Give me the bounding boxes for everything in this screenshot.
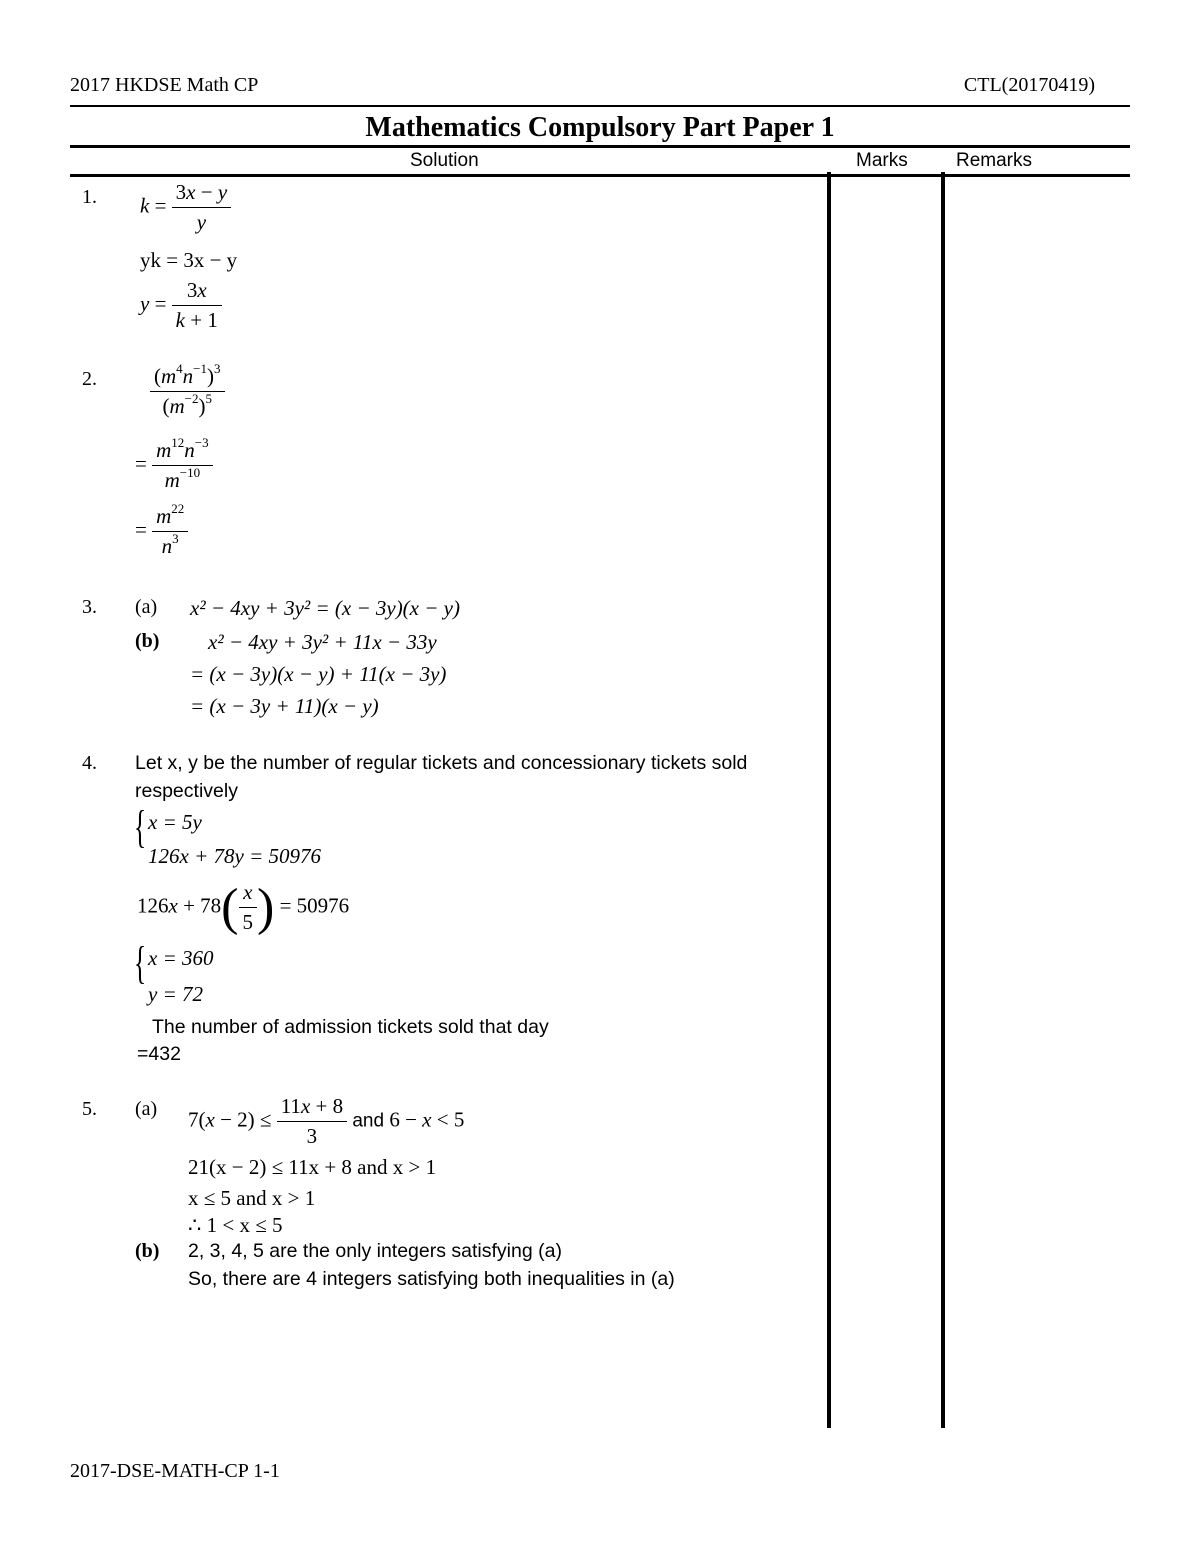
- question-3-number: 3.: [82, 596, 97, 618]
- q4-answer: =432: [137, 1043, 181, 1065]
- q4-text-2: respectively: [135, 780, 238, 802]
- column-rule: [70, 174, 1130, 177]
- q3-b-line-2: = (x − 3y)(x − y) + 11(x − 3y): [190, 662, 447, 686]
- q3-b-line-1: x² − 4xy + 3y² + 11x − 33y: [208, 630, 437, 654]
- q2-line-1: $\frac{(m^4n^{-1})^3}{(m^{-2})^5}$: [150, 364, 225, 419]
- q1-line-2: yk = 3x − y: [140, 248, 238, 272]
- q4-result-1: x = 360: [148, 946, 214, 970]
- question-5-number: 5.: [82, 1098, 97, 1120]
- q4-result-2: y = 72: [148, 982, 203, 1006]
- page-footer: 2017-DSE-MATH-CP 1-1: [70, 1460, 280, 1482]
- title-rule: [70, 145, 1130, 148]
- question-4-number: 4.: [82, 752, 97, 774]
- q4-system-1: x = 5y: [148, 810, 202, 834]
- q5-b-line-1: 2, 3, 4, 5 are the only integers satisfying (a): [188, 1240, 562, 1262]
- column-marks: Marks: [856, 150, 908, 171]
- q4-text-3: The number of admission tickets sold that day: [152, 1016, 549, 1038]
- remarks-divider: [941, 172, 945, 1428]
- q1-line-3: y = $\frac{3x}{k + 1}$: [140, 278, 222, 333]
- q3-b-line-3: = (x − 3y + 11)(x − y): [190, 694, 379, 718]
- q5-a-line-4: ∴ 1 < x ≤ 5: [188, 1213, 283, 1237]
- marks-divider: [827, 172, 831, 1428]
- q3-a-equation: x² − 4xy + 3y² = (x − 3y)(x − y): [190, 596, 460, 620]
- q5-a-line-1: 7(x − 2) ≤ $\frac{11x + 8}{3}$ and 6 − x < 5: [188, 1094, 465, 1148]
- question-1-number: 1.: [82, 186, 97, 208]
- q3-part-b: (b): [135, 630, 160, 652]
- q5-a-line-3: x ≤ 5 and x > 1: [188, 1186, 316, 1210]
- column-solution: Solution: [410, 150, 479, 171]
- q4-text-1: Let x, y be the number of regular tickets and concessionary tickets sold: [135, 752, 748, 774]
- q2-line-2: = $\frac{m^{12}n^{-3}}{m^{-10}}$: [135, 438, 213, 493]
- q5-part-a: (a): [135, 1098, 158, 1120]
- q3-part-a: (a): [135, 596, 158, 618]
- q2-line-3: = $\frac{m^{22}}{n^3}$: [135, 504, 188, 559]
- column-remarks: Remarks: [956, 150, 1033, 171]
- q5-b-line-2: So, there are 4 integers satisfying both inequalities in (a): [188, 1268, 675, 1290]
- question-2-number: 2.: [82, 368, 97, 390]
- q4-system-2: 126x + 78y = 50976: [148, 844, 321, 868]
- page-title: Mathematics Compulsory Part Paper 1: [365, 112, 835, 143]
- q4-substitution: 126x + 78( $\frac{x}{5}$ ) = 50976: [137, 879, 350, 936]
- q1-line-1: k = $\frac{3x - y}{y}$: [140, 180, 231, 235]
- q4-brace-1: {: [134, 801, 147, 852]
- q4-brace-2: {: [134, 937, 147, 988]
- q5-part-b: (b): [135, 1240, 160, 1262]
- header-right: CTL(20170419): [963, 74, 1095, 96]
- header-left: 2017 HKDSE Math CP: [70, 74, 259, 96]
- header-rule: [70, 105, 1130, 107]
- q5-a-line-2: 21(x − 2) ≤ 11x + 8 and x > 1: [188, 1155, 437, 1179]
